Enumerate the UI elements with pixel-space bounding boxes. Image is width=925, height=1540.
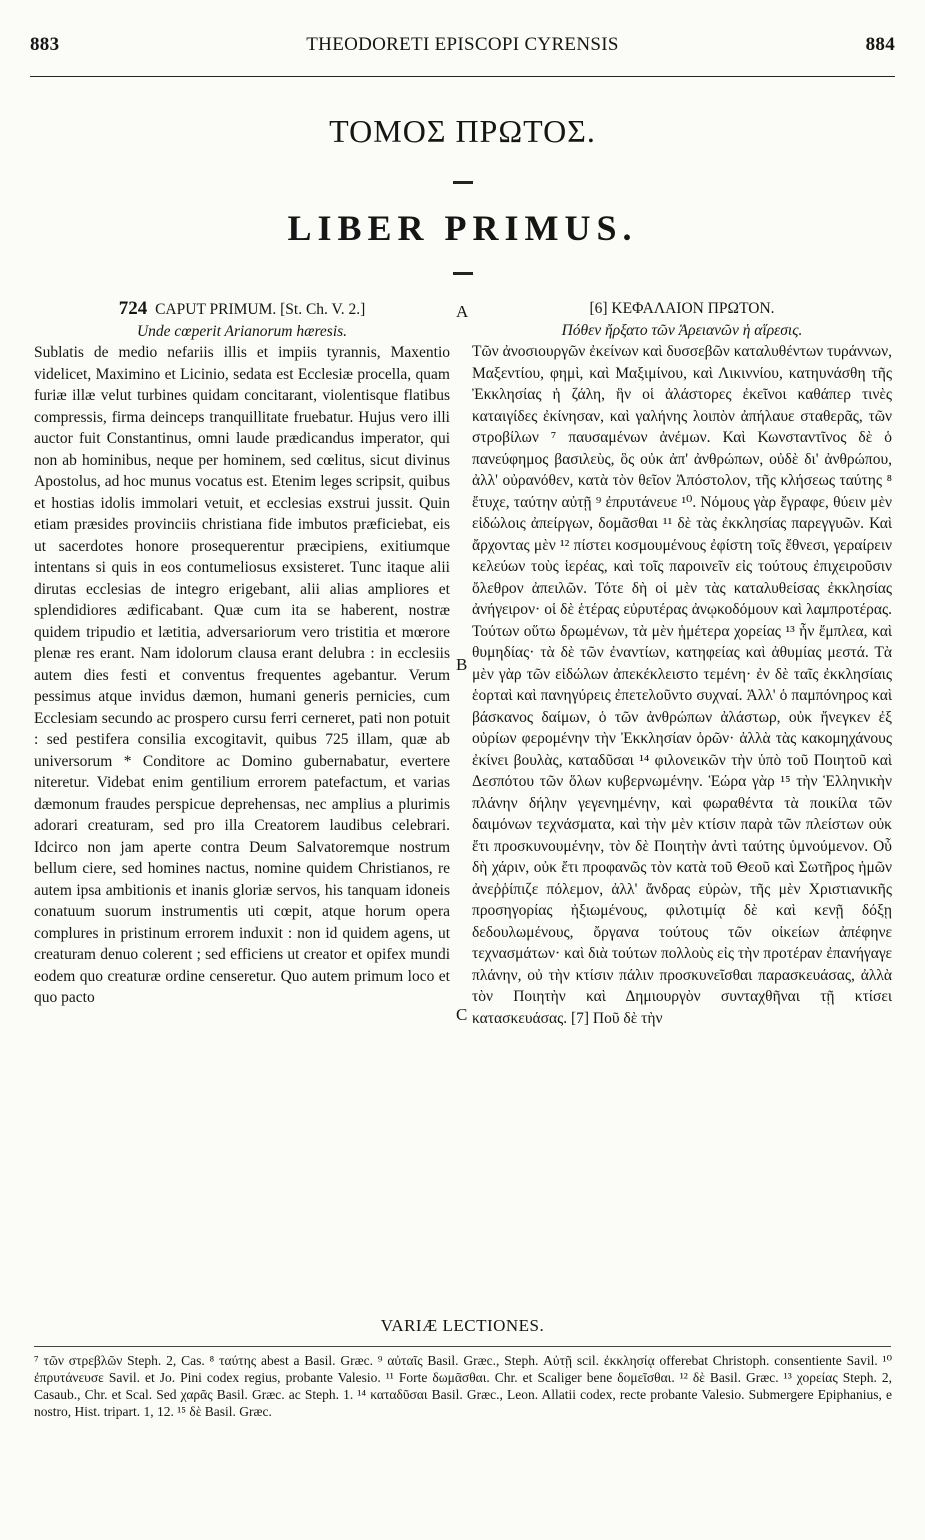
greek-subtitle: Πόθεν ἤρξατο τῶν Ἀρειανῶν ἡ αἵρεσις. — [561, 321, 803, 339]
greek-caput: [6] ΚΕΦΑΛΑΙΟΝ ΠΡΩΤΟΝ. — [589, 300, 775, 317]
latin-column — [34, 298, 450, 1009]
page-number-right: 884 — [865, 34, 895, 55]
running-head — [30, 34, 895, 64]
tomos-title: ΤΟΜΟΣ ΠΡΩΤΟΣ. — [329, 113, 596, 149]
title-dash — [453, 181, 473, 184]
column-number: 724 — [118, 298, 148, 319]
footnotes: ⁷ τῶν στρεβλῶν Steph. 2, Cas. ⁸ ταύτης abest a Basil. Græc. ⁹ αὐταῖς Basil. Græc., Steph. Αὐτῇ scil. ἐκκλησίᾳ offerebat Christoph. consentiente Savil. ¹⁰ ἐπρυτάνευσε Savil. et Jo. Pini codex regius, probante Valesio. ¹¹ Forte δωμᾶσθαι. Chr. et Scaliger bene δομεῖσθαι. ¹² δὲ Basil. Græc. ¹³ χορείας Steph. 2, Casaub., Chr. et Scal. Sed χαρᾶς Basil. Græc. ac Steph. 1. ¹⁴ καταδῦσαι Basil. Græc., Leon. Allatii codex, recte probante Valesio. Submergere Epiphanius, e nostro, Hist. tripart. 1, 12. ¹⁵ δὲ Basil. Græc. — [34, 1353, 892, 1419]
latin-subtitle: Unde cœperit Arianorum hæresis. — [136, 322, 348, 340]
margin-letter-a: A — [456, 302, 469, 321]
latin-text: Sublatis de medio nefariis illis et impiis tyrannis, Maxentio videlicet, Maximino et Licinio, sedata est Ecclesiæ procella, quam furiæ illæ velut turbines quidam concitarant, violentisque flatibus compressis, firma deinceps tranquillitate fruebatur. Hujus vero illi auctor fuit Constantinus, omni laude prædicandus imperator, qui non ab hominibus, neque per hominem, sed cœlitus, sicut divinus Apostolus, ad hoc munus vocatus est. Etenim leges scripsit, quibus et hostias idolis immolari vetuit, et ecclesias exstrui jussit. Quin etiam præsides provinciis christiana fide imbutos præficiebat, eis ut sacerdotes honore prosequerentur præcipiens, exitiumque intentans si quis in eos contumeliosus exsisteret. Tunc itaque alii dirutas ecclesias de integro erigebant, alii alias ampliores et splendidiores ædificabant. Quæ cum ita se haberent, nostræ quidem tripudio et lætitia, adversariorum vero tristitia et mœrore plenæ res erant. Nam idolorum clausa erant delubra : in ecclesiis autem dies festi et conventus frequentes agebantur. Verum pessimus atque invidus dæmon, humani generis pernicies, cum Ecclesiam secundo ac prospero cursu ferri cerneret, pati non potuit : sed pestifera consilia excogitavit, quibus 725 illam, quæ ab universorum * Conditore ac Domino gubernabatur, evertere niteretur. Videbat enim gentilium errorem patefactum, et varias dæmonum fraudes perspicue deprehensas, nec amplius a plurimis adorari creaturam, sed pro illa Creatorem laudibus celebrari. Idcirco non jam aperte contra Deum Salvatoremque nostrum bellum ciere, sed homines nactus, nomine quidem Christianos, re autem ipsa ambitionis et inanis gloriæ servos, his tanquam idoneis conatuum suorum instrumentis uti cœpit, atque horum opera complures in pristinum errorem induxit : non id quidem agens, ut creaturam denuo colerent ; sed efficiens ut creator et opifex mundi eodem quo creaturæ ordine censeretur. Quo autem primum loco et quo pacto — [34, 344, 450, 1006]
title-dash — [453, 272, 473, 275]
greek-column — [472, 298, 892, 1029]
margin-letter-b: B — [456, 655, 468, 674]
running-title: THEODORETI EPISCOPI CYRENSIS — [306, 34, 619, 55]
latin-caput — [34, 298, 450, 321]
liber-title: LIBER PRIMUS. — [287, 208, 638, 248]
variae-lectiones-title: VARIÆ LECTIONES. — [380, 1316, 545, 1335]
greek-text: Τῶν ἀνοσιουργῶν ἐκείνων καὶ δυσσεβῶν καταλυθέντων τυράννων, Μαξεντίου, φημὶ, καὶ Μαξιμίνου, καὶ Λικιννίου, κατηυνάσθη τῆς Ἐκκλησίας ἡ ζάλη, ἣν οἱ ἀλάστορες ἐκεῖνοι καθάπερ τινὲς καταιγίδες ἐκίνησαν, καὶ γαλήνης λοιπὸν ἀπήλαυε σταθερᾶς, τῶν στροβίλων ⁷ παυσαμένων ἀνέμων. Καὶ Κωνσταντῖνος δὲ ὁ πανεύφημος βασιλεὺς, ὃς οὐκ ἀπ' ἀνθρώπων, οὐδὲ δι' ἀνθρώπου, ἀλλ' οὐρανόθεν, κατὰ τὸν θεῖον Ἀπόστολον, τῆς κλήσεως ταύτης ⁸ ἔτυχε, ταύτην αὐτῇ ⁹ ἐπρυτάνευε ¹⁰. Νόμους γὰρ ἔγραφε, θύειν μὲν εἰδώλοις ἀπείργων, δομᾶσθαι ¹¹ δὲ τὰς ἐκκλησίας παρεγγυῶν. Καὶ ἄρχοντας μὲν ¹² πίστει κοσμουμένους ἐφίστη τοῖς ἔθνεσι, γεραίρειν κελεύων τοὺς ἱερέας, καὶ τοῖς παροινεῖν εἰς τούτους ἐπιχειροῦσιν ὄλεθρον ἀπειλῶν. Τότε δὴ οἱ μὲν τὰς καταλυθείσας ἐκκλησίας ἀνήγειρον· οἱ δὲ ἑτέρας εὐρυτέρας ἀνῳκοδόμουν καὶ λαμπροτέρας. Τούτων οὕτω δρωμένων, τὰ μὲν ἡμέτερα χορείας ¹³ ἦν ἔμπλεα, καὶ θυμηδίας· τὰ δὲ τῶν ἐναντίων, κατηφείας καὶ ἀθυμίας μεστά. Τὰ μὲν γὰρ τῶν εἰδώλων ἀπεκέκλειστο τεμένη· ἐν δὲ ταῖς ἐκκλησίαις ἑορταὶ καὶ πανηγύρεις ἐπετελοῦντο συχναί. Ἀλλ' ὁ παμπόνηρος καὶ βάσκανος δαίμων, ὁ τῶν ἀνθρώπων ἀλάστωρ, οὐκ ἤνεγκεν ἐξ οὐρίων φερομένην τὴν Ἐκκλησίαν ὁρῶν· ἀλλὰ τὰς κακομηχάνους ἐκίνει βουλὰς, καταδῦσαι ¹⁴ φιλονεικῶν τὴν ὑπὸ τοῦ Ποιητοῦ καὶ Δεσπότου τῶν ὅλων κυβερνωμένην. Ἑώρα γὰρ ¹⁵ τὴν Ἑλληνικὴν πλάνην δήλην γεγενημένην, καὶ φωραθέντα τὰ ποικίλα τῶν δαιμόνων τεχνάσματα, καὶ τὴν μὲν κτίσιν παρὰ τῶν πλείστων οὐκ ἔτι προσκυνουμένην, τὸν δὲ Ποιητὴν ἀντὶ ταύτης ὑμνούμενον. Οὗ δὴ χάριν, οὐκ ἔτι προφανῶς τὸν κατὰ τοῦ Θεοῦ καὶ Σωτῆρος ἡμῶν ἀνεῤῥίπιζε πόλεμον, ἀλλ' ἄνδρας εὑρὼν, τῆς μὲν Χριστιανικῆς προσηγορίας ἠξιωμένους, φιλοτιμίᾳ δὲ καὶ κενῇ δόξῃ δεδουλωμένους, ὄργανα τούτους τῶν οἰκείων ἀπέφηνε τεχνασμάτων· καὶ διὰ τούτων πολλοὺς εἰς τὴν προτέραν ἐπανήγαγε πλάνην, οὐ τὴν κτίσιν πάλιν προσκυνεῖσθαι παρασκευάσας, ἀλλὰ τὸν Ποιητὴν καὶ Δημιουργὸν συνταχθῆναι τῇ κτίσει κατασκευάσας. [7] Ποῦ δὲ τὴν — [472, 343, 892, 1027]
margin-letter-c: C — [456, 1005, 468, 1024]
header-rule — [30, 76, 895, 77]
notes-rule — [34, 1346, 891, 1347]
page-number-left: 883 — [30, 34, 60, 55]
latin-caput-title: CAPUT PRIMUM. [St. Ch. V. 2.] — [155, 301, 366, 318]
